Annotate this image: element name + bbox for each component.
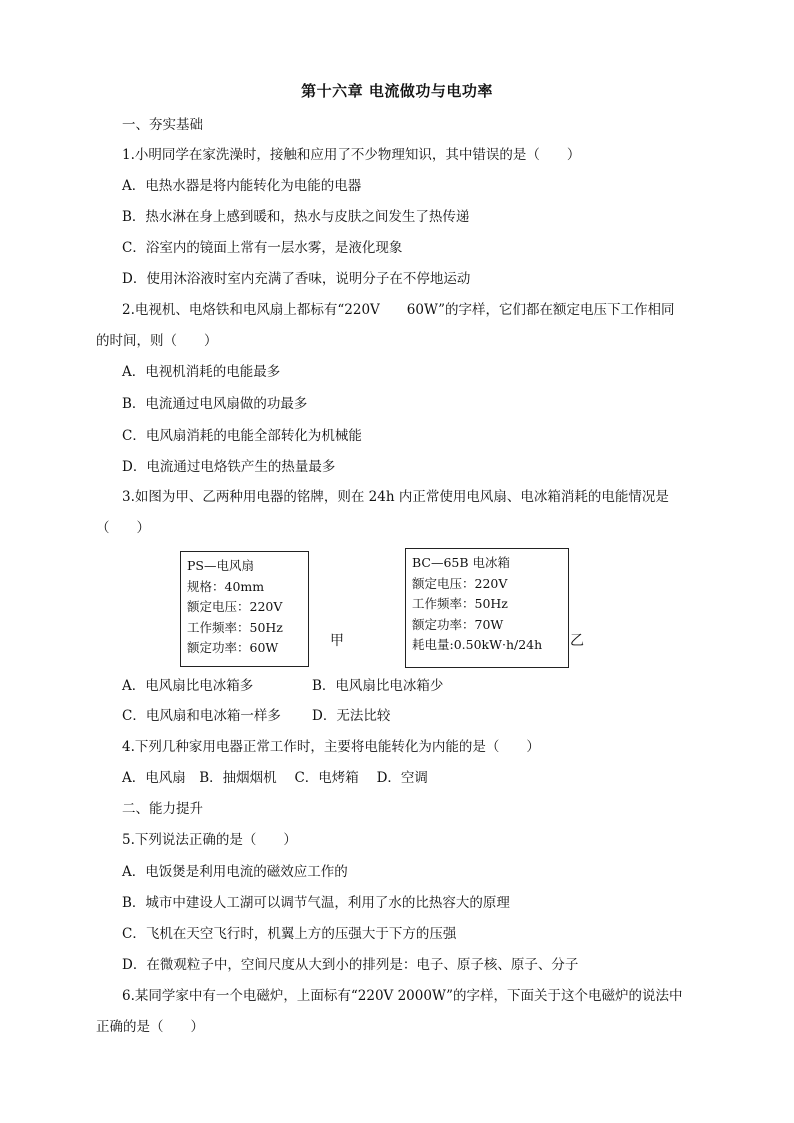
nameplate-fan-line: 额定电压：220V [187,599,283,614]
section-heading-basics: 一、夯实基础 [122,117,203,133]
question-1-option-c: C．浴室内的镜面上常有一层水雾，是液化现象 [122,240,403,256]
nameplate-fan-line: 规格：40mm [187,578,265,594]
question-3-stem: 3.如图为甲、乙两种用电器的铭牌，则在 24h 内正常使用电风扇、电冰箱消耗的电能情况是 [122,489,669,505]
nameplate-fan [180,551,309,667]
question-1-option-a: A．电热水器是将内能转化为电能的电器 [122,178,362,194]
question-2-stem: 2.电视机、电烙铁和电风扇上都标有“220V 60W”的字样，它们都在额定电压下工作相同 [122,302,675,318]
question-3-stem-continued: （ ） [96,520,150,536]
question-2-option-a: A．电视机消耗的电能最多 [122,364,281,380]
question-2-option-c: C．电风扇消耗的电能全部转化为机械能 [122,428,362,444]
nameplate-fridge-line: 工作频率：50Hz [412,596,508,611]
nameplate-fan-line: 额定功率：60W [187,640,279,655]
question-3-option-a: A．电风扇比电冰箱多 [122,678,254,694]
question-3-option-b: B．电风扇比电冰箱少 [312,678,444,694]
question-4-stem: 4.下列几种家用电器正常工作时，主要将电能转化为内能的是（ ） [122,739,540,755]
nameplate-refrigerator [405,548,569,668]
question-5-stem: 5.下列说法正确的是（ ） [122,832,297,848]
question-2-option-b: B．电流通过电风扇做的功最多 [122,396,308,412]
section-heading-improvement: 二、能力提升 [122,801,203,817]
nameplate-refrigerator-label: 乙 [570,633,584,649]
question-3-option-row-1 [122,676,443,696]
nameplate-fridge-line: 耗电量:0.50kW·h/24h [412,637,543,652]
nameplate-fridge-line: 额定功率：70W [412,616,504,632]
question-1-option-d: D．使用沐浴液时室内充满了香味，说明分子在不停地运动 [122,271,471,287]
nameplate-fan-line: PS—电风扇 [187,558,254,573]
question-6-stem-continued: 正确的是（ ） [96,1019,204,1035]
question-1-stem: 1.小明同学在家洗澡时，接触和应用了不少物理知识，其中错误的是（ ） [122,147,581,163]
nameplate-fan-label: 甲 [330,633,344,649]
chapter-title: 第十六章 电流做功与电功率 [301,82,493,100]
nameplate-fan-line: 工作频率：50Hz [187,619,283,635]
question-5-option-d: D．在微观粒子中，空间尺度从大到小的排列是：电子、原子核、原子、分子 [122,957,579,973]
question-4-options: A．电风扇 B．抽烟烟机 C．电烤箱 D．空调 [122,770,428,786]
question-3-option-row-2 [122,706,390,726]
question-5-option-b: B．城市中建设人工湖可以调节气温，利用了水的比热容大的原理 [122,895,510,911]
question-3-option-d: D．无法比较 [312,708,391,724]
question-5-option-c: C．飞机在天空飞行时，机翼上方的压强大于下方的压强 [122,926,457,942]
question-5-option-a: A．电饭煲是利用电流的磁效应工作的 [122,864,348,880]
question-1-option-b: B．热水淋在身上感到暖和，热水与皮肤之间发生了热传递 [122,209,470,225]
question-2-stem-continued: 的时间，则（ ） [96,333,218,349]
question-3-option-c: C．电风扇和电冰箱一样多 [122,708,281,724]
question-6-stem: 6.某同学家中有一个电磁炉，上面标有“220V 2000W”的字样，下面关于这个电磁炉的说法中 [122,988,683,1004]
nameplate-fridge-line: 额定电压：220V [412,575,508,591]
nameplate-fridge-line: BC—65B 电冰箱 [412,555,511,570]
question-2-option-d: D．电流通过电烙铁产生的热量最多 [122,459,336,475]
